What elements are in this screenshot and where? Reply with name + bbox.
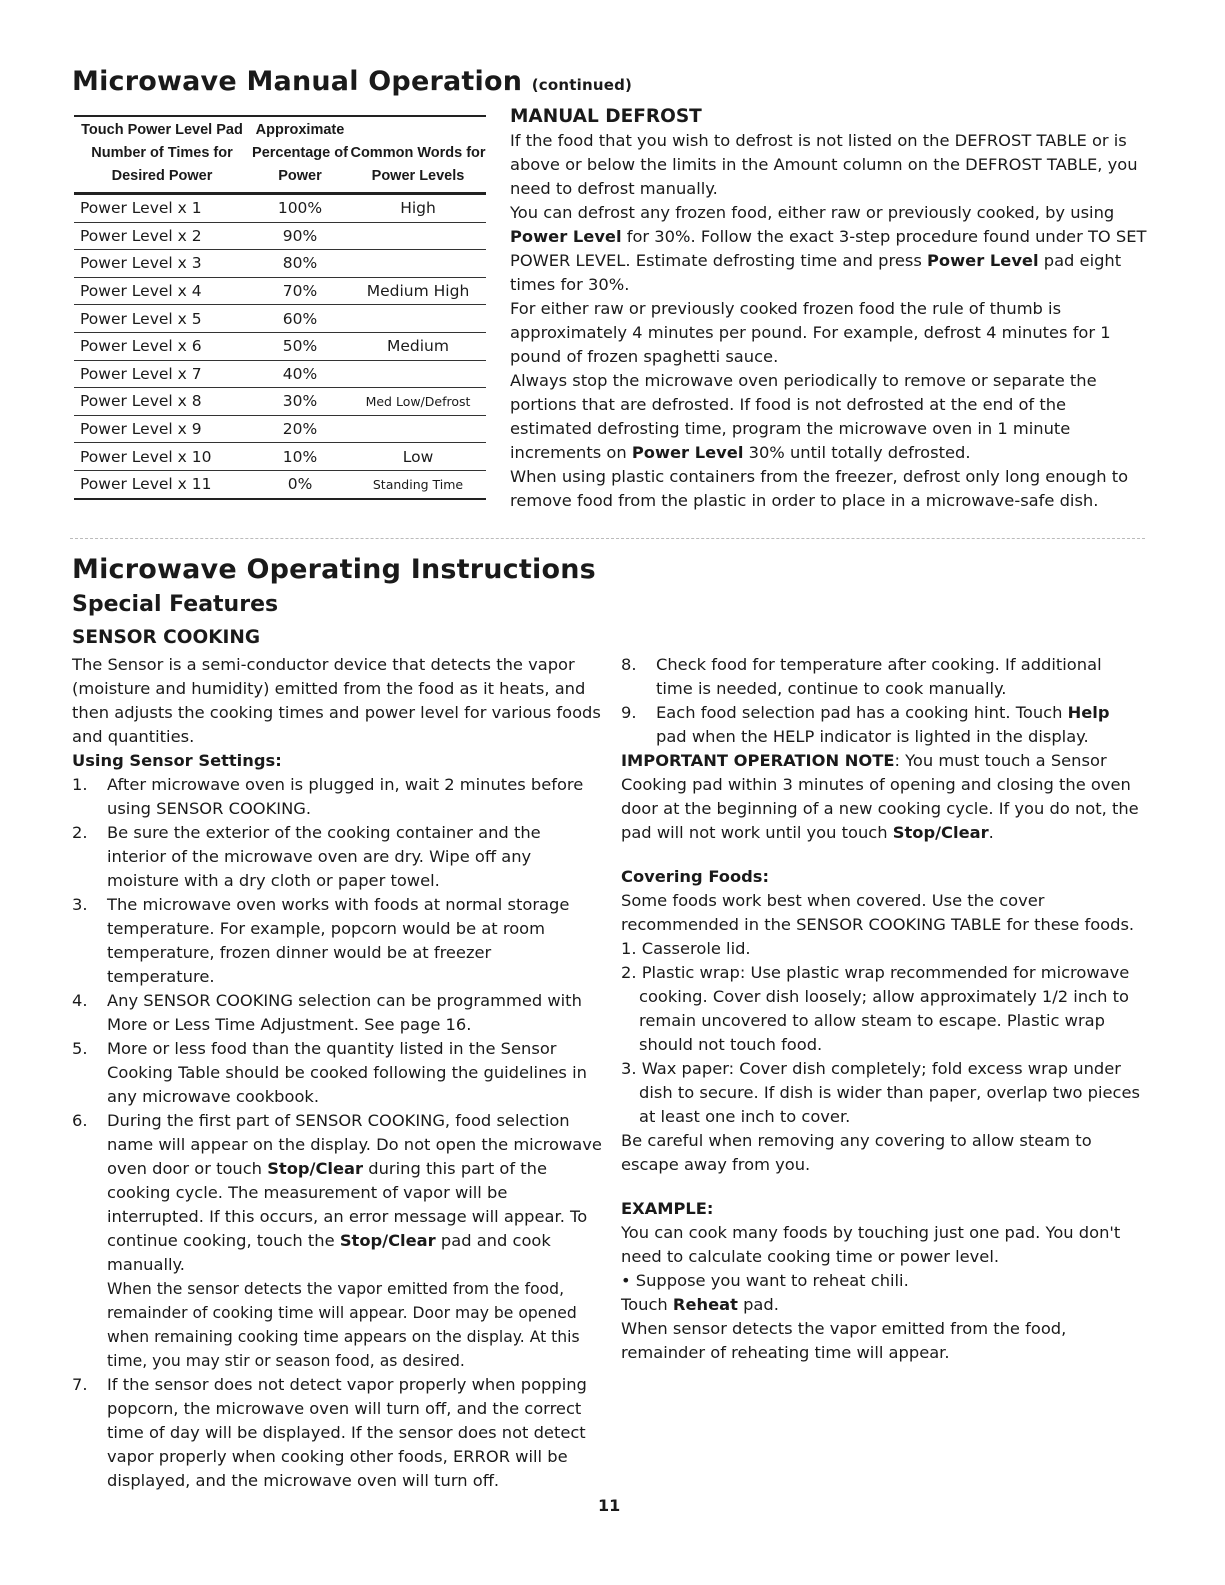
cell-common-words (350, 250, 486, 278)
step-text: Any SENSOR COOKING selection can be programmed with More or Less Time Adjustment. See page 16. (107, 991, 582, 1034)
table-row (74, 415, 486, 443)
cell-power-level: Power Level x 4 (74, 277, 250, 305)
table-row (74, 443, 486, 471)
bold-run: Power Level (510, 227, 622, 246)
list-item: 1. Casserole lid. (621, 939, 751, 958)
cell-power-level: Power Level x 7 (74, 360, 250, 388)
table-row (74, 222, 486, 250)
cell-percentage: 10% (250, 443, 350, 471)
step-number: 3. (72, 895, 88, 914)
step6-subnote: When the sensor detects the vapor emitted from the food, remainder of cooking time will appear. Door may be opened when remaining cooking time appears on the display. At this time, you may stir or season food, as desired. (107, 1280, 580, 1370)
text-run: Touch (621, 1295, 673, 1314)
cell-power-level: Power Level x 3 (74, 250, 250, 278)
sensor-steps-cont-2 (72, 1373, 602, 1493)
table-row (74, 332, 486, 360)
sensor-steps-list (72, 773, 602, 1109)
bold-run: Stop/Clear (339, 1231, 436, 1250)
bold-run: Stop/Clear (267, 1159, 364, 1178)
table-row (74, 250, 486, 278)
list-item (72, 1109, 602, 1277)
text-run: for 30%. Follow the exact 3-step procedure found under TO SET POWER LEVEL. Estimate defrosting time and press (510, 227, 1147, 270)
text-run: pad. (737, 1295, 779, 1314)
text-run: 30% until totally defrosted. (743, 443, 971, 462)
table-row (74, 360, 486, 388)
cell-common-words: Standing Time (350, 470, 486, 498)
page-title (72, 66, 632, 97)
cell-percentage: 70% (250, 277, 350, 305)
example-line-4: When sensor detects the vapor emitted from the food, remainder of reheating time will appear. (621, 1319, 1067, 1362)
cell-power-level: Power Level x 10 (74, 443, 250, 471)
text-run: pad and cook manually. (107, 1231, 551, 1274)
list-item (72, 893, 602, 989)
example-line-2: • Suppose you want to reheat chili. (621, 1271, 909, 1290)
covering-list (621, 937, 1141, 1129)
bold-run: EXAMPLE: (621, 1199, 714, 1218)
bold-run: Help (1067, 703, 1110, 722)
step-text: Be sure the exterior of the cooking container and the interior of the microwave oven are dry. Wipe off any moisture with a dry cloth or paper towel. (107, 823, 541, 890)
text-run: Each food selection pad has a cooking hint. Touch (656, 703, 1068, 722)
covering-intro: Some foods work best when covered. Use the cover recommended in the SENSOR COOKING TABLE for these foods. (621, 891, 1135, 934)
defrost-para-1: If the food that you wish to defrost is not listed on the DEFROST TABLE or is above or below the limits in the Amount column on the DEFROST TABLE, you need to defrost manually. (510, 131, 1138, 198)
header-touch-power: Touch Power Level Pad Number of Times for Desired Power (74, 116, 250, 194)
cell-power-level: Power Level x 8 (74, 388, 250, 416)
cell-percentage: 60% (250, 305, 350, 333)
list-item (72, 1037, 602, 1109)
cell-power-level: Power Level x 11 (74, 470, 250, 498)
list-item: 3. Wax paper: Cover dish completely; fold excess wrap under dish to secure. If dish is wider than paper, overlap two pieces at least one inch to cover. (621, 1059, 1140, 1126)
sensor-steps-cont (72, 1109, 602, 1277)
cell-percentage: 50% (250, 332, 350, 360)
cell-power-level: Power Level x 2 (74, 222, 250, 250)
defrost-para-4 (510, 369, 1150, 465)
bold-run: Using Sensor Settings: (72, 751, 282, 770)
cell-percentage: 80% (250, 250, 350, 278)
cell-common-words (350, 415, 486, 443)
defrost-para-3: For either raw or previously cooked frozen food the rule of thumb is approximately 4 minutes per pound. For example, defrost 4 minutes for 1 pound of frozen spaghetti sauce. (510, 299, 1111, 366)
covering-outro: Be careful when removing any covering to allow steam to escape away from you. (621, 1131, 1092, 1174)
table-body (74, 194, 486, 499)
cell-common-words: Low (350, 443, 486, 471)
sensor-cooking-heading: SENSOR COOKING (72, 627, 261, 648)
cell-common-words (350, 360, 486, 388)
step-number: 5. (72, 1039, 88, 1058)
example-line-3 (621, 1293, 1141, 1317)
text-run: : You must touch a Sensor Cooking pad within 3 minutes of opening and closing the oven door at the beginning of a new cooking cycle. If you do not, the pad will not work until you touch (621, 751, 1139, 842)
example-line-1: You can cook many foods by touching just one pad. You don't need to calculate cooking time or power level. (621, 1223, 1121, 1266)
bold-run: Reheat (672, 1295, 738, 1314)
title-suffix: (continued) (531, 76, 633, 94)
cell-common-words: Med Low/Defrost (350, 388, 486, 416)
list-item (72, 1373, 602, 1493)
cell-common-words (350, 305, 486, 333)
step-number: 4. (72, 991, 88, 1010)
cell-common-words: High (350, 194, 486, 223)
cell-power-level: Power Level x 5 (74, 305, 250, 333)
manual-defrost-section (510, 106, 1150, 513)
left-column (72, 653, 602, 1493)
cell-percentage: 90% (250, 222, 350, 250)
step-text: More or less food than the quantity listed in the Sensor Cooking Table should be cooked following the guidelines in any microwave cookbook. (107, 1039, 587, 1106)
step-text: If the sensor does not detect vapor properly when popping popcorn, the microwave oven will turn off, and the correct time of day will be displayed. If the sensor does not detect vapor properly when cooking other foods, ERROR will be displayed, and the microwave oven will turn off. (107, 1375, 587, 1490)
bold-run: Power Level (631, 443, 744, 462)
bold-run: Covering Foods: (621, 867, 770, 886)
list-item (621, 653, 1141, 701)
manual-defrost-heading: MANUAL DEFROST (510, 106, 702, 127)
cell-percentage: 0% (250, 470, 350, 498)
header-approx-percentage: Approximate Percentage of Power (250, 116, 350, 194)
sensor-steps-right (621, 653, 1141, 749)
cell-percentage: 40% (250, 360, 350, 388)
cell-power-level: Power Level x 9 (74, 415, 250, 443)
step-number: 6. (72, 1111, 88, 1130)
covering-heading (621, 865, 1141, 889)
cell-percentage: 100% (250, 194, 350, 223)
cell-percentage: 20% (250, 415, 350, 443)
using-sensor-heading (72, 749, 602, 773)
operating-title: Microwave Operating Instructions (72, 554, 596, 585)
cell-power-level: Power Level x 1 (74, 194, 250, 223)
table-row (74, 470, 486, 498)
text-run: You can defrost any frozen food, either raw or previously cooked, by using (510, 203, 1115, 222)
text-run: . (988, 823, 994, 842)
list-item (72, 773, 602, 821)
list-item (72, 989, 602, 1037)
cell-power-level: Power Level x 6 (74, 332, 250, 360)
cell-common-words: Medium High (350, 277, 486, 305)
bold-run: Stop/Clear (892, 823, 989, 842)
important-note (621, 749, 1141, 845)
list-item (621, 701, 1141, 749)
cell-percentage: 30% (250, 388, 350, 416)
page-number: 11 (598, 1496, 621, 1515)
right-column (621, 653, 1141, 1365)
text-run: during this part of the cooking cycle. The measurement of vapor will be interrupted. If this occurs, an error message will appear. To continue cooking, touch the (107, 1159, 588, 1250)
cell-common-words: Medium (350, 332, 486, 360)
text-run: Always stop the microwave oven periodically to remove or separate the portions that are defrosted. If food is not defrosted at the end of the estimated defrosting time, program the microwave oven in 1 minute increments on (510, 371, 1097, 462)
step-text: Check food for temperature after cooking. If additional time is needed, continue to cook manually. (656, 655, 1102, 698)
example-heading (621, 1197, 1141, 1221)
table-row (74, 388, 486, 416)
power-level-table (74, 115, 486, 500)
header-common-words: Common Words for Power Levels (350, 116, 486, 194)
text-run: During the first part of SENSOR COOKING, food selection name will appear on the display. Do not open the microwave oven door or touch (107, 1111, 602, 1178)
step-number: 2. (72, 823, 88, 842)
step-text: After microwave oven is plugged in, wait 2 minutes before using SENSOR COOKING. (107, 775, 584, 818)
table-row (74, 277, 486, 305)
step-number: 7. (72, 1375, 88, 1394)
cell-common-words (350, 222, 486, 250)
step-number: 8. (621, 655, 637, 674)
text-run: pad when the HELP indicator is lighted in the display. (656, 727, 1089, 746)
table-row (74, 194, 486, 223)
section-divider (70, 538, 1145, 539)
list-item (72, 821, 602, 893)
bold-run: Power Level (927, 251, 1039, 270)
step-number: 9. (621, 703, 637, 722)
title-main: Microwave Manual Operation (72, 66, 523, 97)
table-header-row (74, 116, 486, 194)
list-item: 2. Plastic wrap: Use plastic wrap recommended for microwave cooking. Cover dish loosely; allow approximately 1/2 inch to remain uncovered to allow steam to escape. Plastic wrap should not touch food. (621, 963, 1130, 1054)
defrost-para-2 (510, 201, 1150, 297)
defrost-para-5: When using plastic containers from the freezer, defrost only long enough to remove food from the plastic in order to place in a microwave-safe dish. (510, 467, 1129, 510)
note-label: IMPORTANT OPERATION NOTE (621, 751, 895, 770)
step-text: The microwave oven works with foods at normal storage temperature. For example, popcorn would be at room temperature, frozen dinner would be at freezer temperature. (107, 895, 570, 986)
special-features-heading: Special Features (72, 592, 279, 617)
sensor-intro: The Sensor is a semi-conductor device that detects the vapor (moisture and humidity) emitted from the food as it heats, and then adjusts the cooking times and power level for various foods and quantities. (72, 655, 601, 746)
text-run: pad eight times for 30%. (510, 251, 1122, 294)
table-row (74, 305, 486, 333)
step-number: 1. (72, 775, 88, 794)
